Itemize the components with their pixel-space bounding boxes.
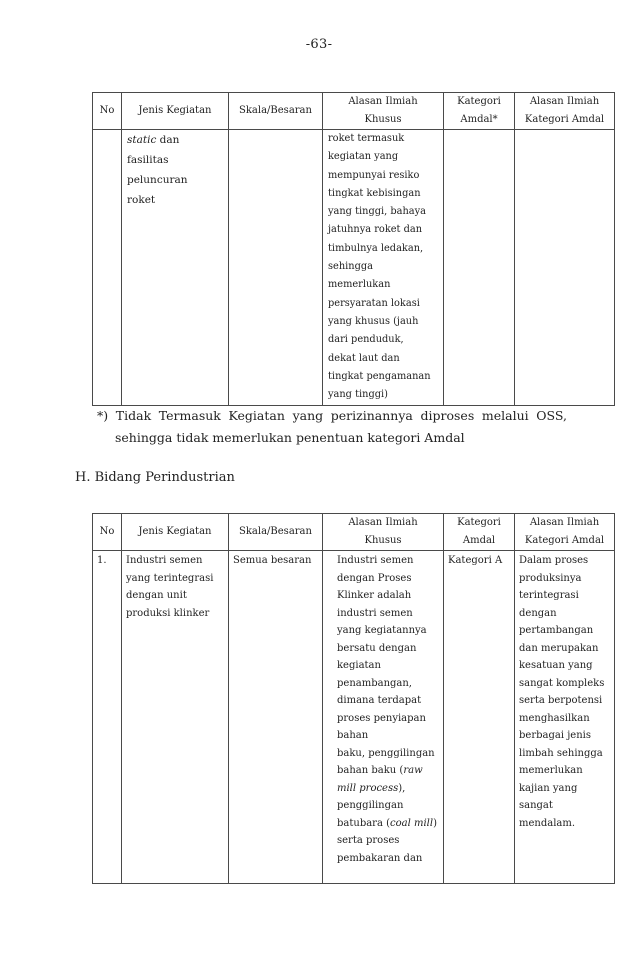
- table-header-row: [93, 514, 615, 551]
- cell-alasan-ilmiah-khusus: roket termasuk kegiatan yang mempunyai resiko tingkat kebisingan yang tinggi, bahaya jatuhnya roket dan timbulnya ledakan, sehingga memerlukan persyaratan lokasi yang khusus (jauh dari penduduk, dekat laut dan tingkat pengamanan yang tinggi): [323, 130, 444, 406]
- header-skala-besaran: Skala/Besaran: [229, 93, 323, 130]
- cell-jenis-kegiatan: static dan fasilitas peluncuran roket: [122, 130, 229, 406]
- cell-skala-besaran: Semua besaran: [229, 551, 323, 884]
- cell-no: [93, 130, 122, 406]
- header-skala-besaran: Skala/Besaran: [229, 514, 323, 551]
- cell-alasan-ilmiah-khusus: Industri semen dengan Proses Klinker adalah industri semen yang kegiatannya bersatu dengan kegiatan penambangan, dimana terdapat proses penyiapan bahan baku, penggilingan bahan baku (raw mill process), penggilingan batubara (coal mill) serta proses pembakaran dan: [323, 551, 444, 884]
- cell-alasan-kategori: [515, 130, 615, 406]
- cell-no: 1.: [93, 551, 122, 884]
- header-kategori-amdal: Kategori Amdal*: [444, 93, 515, 130]
- table-header-row: [93, 93, 615, 130]
- page-number: -63-: [305, 37, 333, 52]
- header-alasan-ilmiah-kategori: Alasan Ilmiah Kategori Amdal: [515, 514, 615, 551]
- header-jenis-kegiatan: Jenis Kegiatan: [122, 514, 229, 551]
- footnote-line-1: *) Tidak Termasuk Kegiatan yang perizinannya diproses melalui OSS,: [97, 408, 567, 423]
- table-rocket-activity: [92, 92, 615, 406]
- cell-skala-besaran: [229, 130, 323, 406]
- header-alasan-ilmiah-khusus: Alasan Ilmiah Khusus: [323, 93, 444, 130]
- header-no: No: [93, 514, 122, 551]
- cell-jenis-kegiatan: Industri semen yang terintegrasi dengan unit produksi klinker: [122, 551, 229, 884]
- table-perindustrian: [92, 513, 615, 884]
- header-kategori-amdal: Kategori Amdal: [444, 514, 515, 551]
- header-alasan-ilmiah-kategori: Alasan Ilmiah Kategori Amdal: [515, 93, 615, 130]
- header-no: No: [93, 93, 122, 130]
- table-row: [93, 551, 615, 884]
- section-heading: H. Bidang Perindustrian: [75, 470, 235, 485]
- cell-kategori: [444, 130, 515, 406]
- header-jenis-kegiatan: Jenis Kegiatan: [122, 93, 229, 130]
- table-row: [93, 130, 615, 406]
- cell-kategori: Kategori A: [444, 551, 515, 884]
- footnote-line-2: sehingga tidak memerlukan penentuan kategori Amdal: [115, 430, 465, 445]
- cell-alasan-kategori: Dalam proses produksinya terintegrasi dengan pertambangan dan merupakan kesatuan yang sangat kompleks serta berpotensi menghasilkan berbagai jenis limbah sehingga memerlukan kajian yang sangat mendalam.: [515, 551, 615, 884]
- header-alasan-ilmiah-khusus: Alasan Ilmiah Khusus: [323, 514, 444, 551]
